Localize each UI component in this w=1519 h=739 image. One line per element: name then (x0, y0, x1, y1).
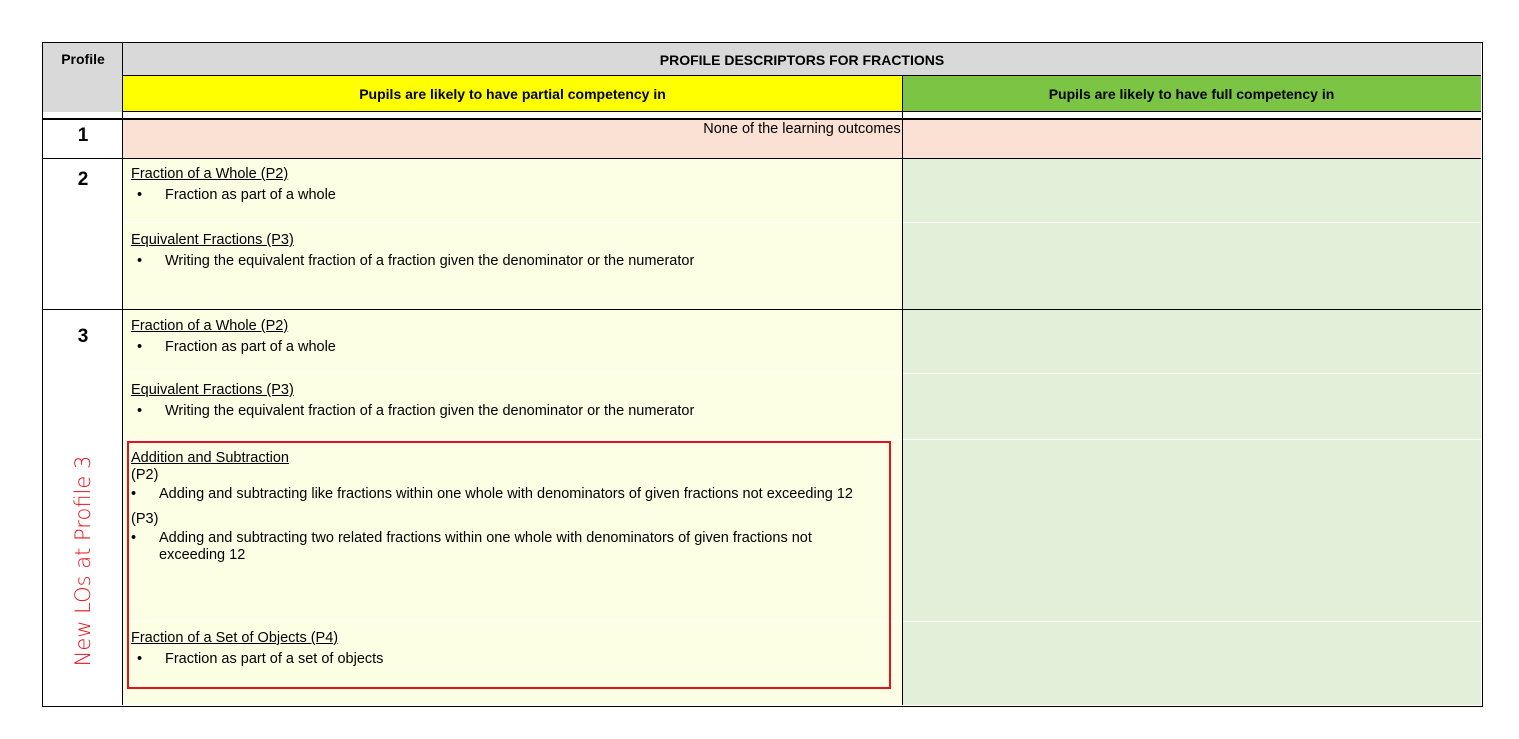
lo-bullet-text: Writing the equivalent fraction of a fraction given the denominator or the numerator (165, 403, 695, 419)
table-title: PROFILE DESCRIPTORS FOR FRACTIONS (659, 51, 945, 68)
bullet-icon: • (131, 530, 137, 546)
profile-2-section-2 (131, 232, 902, 269)
section-separator (902, 621, 1481, 622)
section-separator (902, 439, 1481, 440)
lo-title: Fraction of a Whole (P2) (131, 166, 289, 182)
section-separator (902, 222, 1481, 223)
bullet-icon: • (137, 339, 143, 355)
bullet-icon: • (137, 403, 143, 419)
section-separator (123, 373, 902, 374)
lo-title: Fraction of a Whole (P2) (131, 318, 289, 334)
lo-bullet-text: Writing the equivalent fraction of a fraction given the denominator or the numerator (165, 253, 695, 269)
profile-1-number-cell (43, 119, 123, 159)
section-separator (902, 373, 1481, 374)
new-los-annotation-text: New LOs at Profile 3 (71, 455, 95, 667)
profile-1-content (123, 119, 1481, 159)
profile-3-section-2 (131, 382, 902, 419)
profile-3-partial (123, 310, 902, 705)
profile-3-number: 3 (77, 326, 89, 347)
lo-title: Equivalent Fractions (P3) (131, 232, 294, 248)
section-separator (123, 439, 902, 440)
profile-2-number-cell (43, 159, 123, 310)
grid-line (122, 43, 123, 705)
partial-competency-header (123, 76, 902, 112)
profile-2-section-1 (131, 166, 902, 203)
profile-1-number: 1 (77, 125, 89, 146)
bullet-icon: • (137, 187, 143, 203)
lo-bullet (131, 187, 902, 203)
lo-bullet (131, 253, 902, 269)
profile-header-cell (43, 43, 123, 119)
profile-2-number: 2 (77, 169, 89, 190)
profile-1-text: None of the learning outcomes (703, 121, 901, 137)
profile-2-partial (123, 159, 902, 310)
profile-descriptors-table (42, 42, 1483, 707)
bullet-icon: • (131, 486, 137, 502)
level-label-p3: (P3) (131, 511, 159, 527)
lo-bullet-text: Fraction as part of a whole (165, 187, 336, 203)
lo-bullet (131, 403, 902, 419)
bullet-icon: • (137, 253, 143, 269)
grid-line (123, 75, 1481, 76)
lo-title: Fraction of a Set of Objects (P4) (131, 630, 339, 646)
new-los-annotation (71, 456, 95, 667)
full-competency-label: Pupils are likely to have full competency in (1048, 86, 1335, 102)
grid-line (902, 76, 903, 705)
table-title-cell (123, 43, 1481, 76)
profile-3-section-1 (131, 318, 902, 355)
new-los-highlight-box (127, 441, 891, 689)
grid-line (43, 309, 1481, 310)
lo-bullet-text: Fraction as part of a set of objects (165, 651, 384, 667)
lo-bullet (131, 339, 902, 355)
section-separator (123, 222, 902, 223)
grid-line (43, 118, 1481, 120)
lo-bullet-text: Fraction as part of a whole (165, 339, 336, 355)
grid-line (43, 158, 1481, 159)
partial-competency-label: Pupils are likely to have partial competency in (359, 86, 666, 102)
lo-title: Equivalent Fractions (P3) (131, 382, 294, 398)
profile-3-full (902, 310, 1481, 705)
lo-bullet-text: Adding and subtracting two related fractions within one whole with denominators of given fractions not exceeding 12 (159, 530, 812, 563)
profile-header-label: Profile (61, 51, 105, 67)
full-competency-header (902, 76, 1481, 112)
bullet-icon: • (137, 651, 143, 667)
profile-2-full (902, 159, 1481, 310)
level-label-p2: (P2) (131, 467, 159, 483)
lo-bullet-text: Adding and subtracting like fractions within one whole with denominators of given fractions not exceeding 12 (159, 486, 853, 502)
grid-line (123, 111, 1481, 112)
lo-title: Addition and Subtraction (131, 450, 289, 466)
